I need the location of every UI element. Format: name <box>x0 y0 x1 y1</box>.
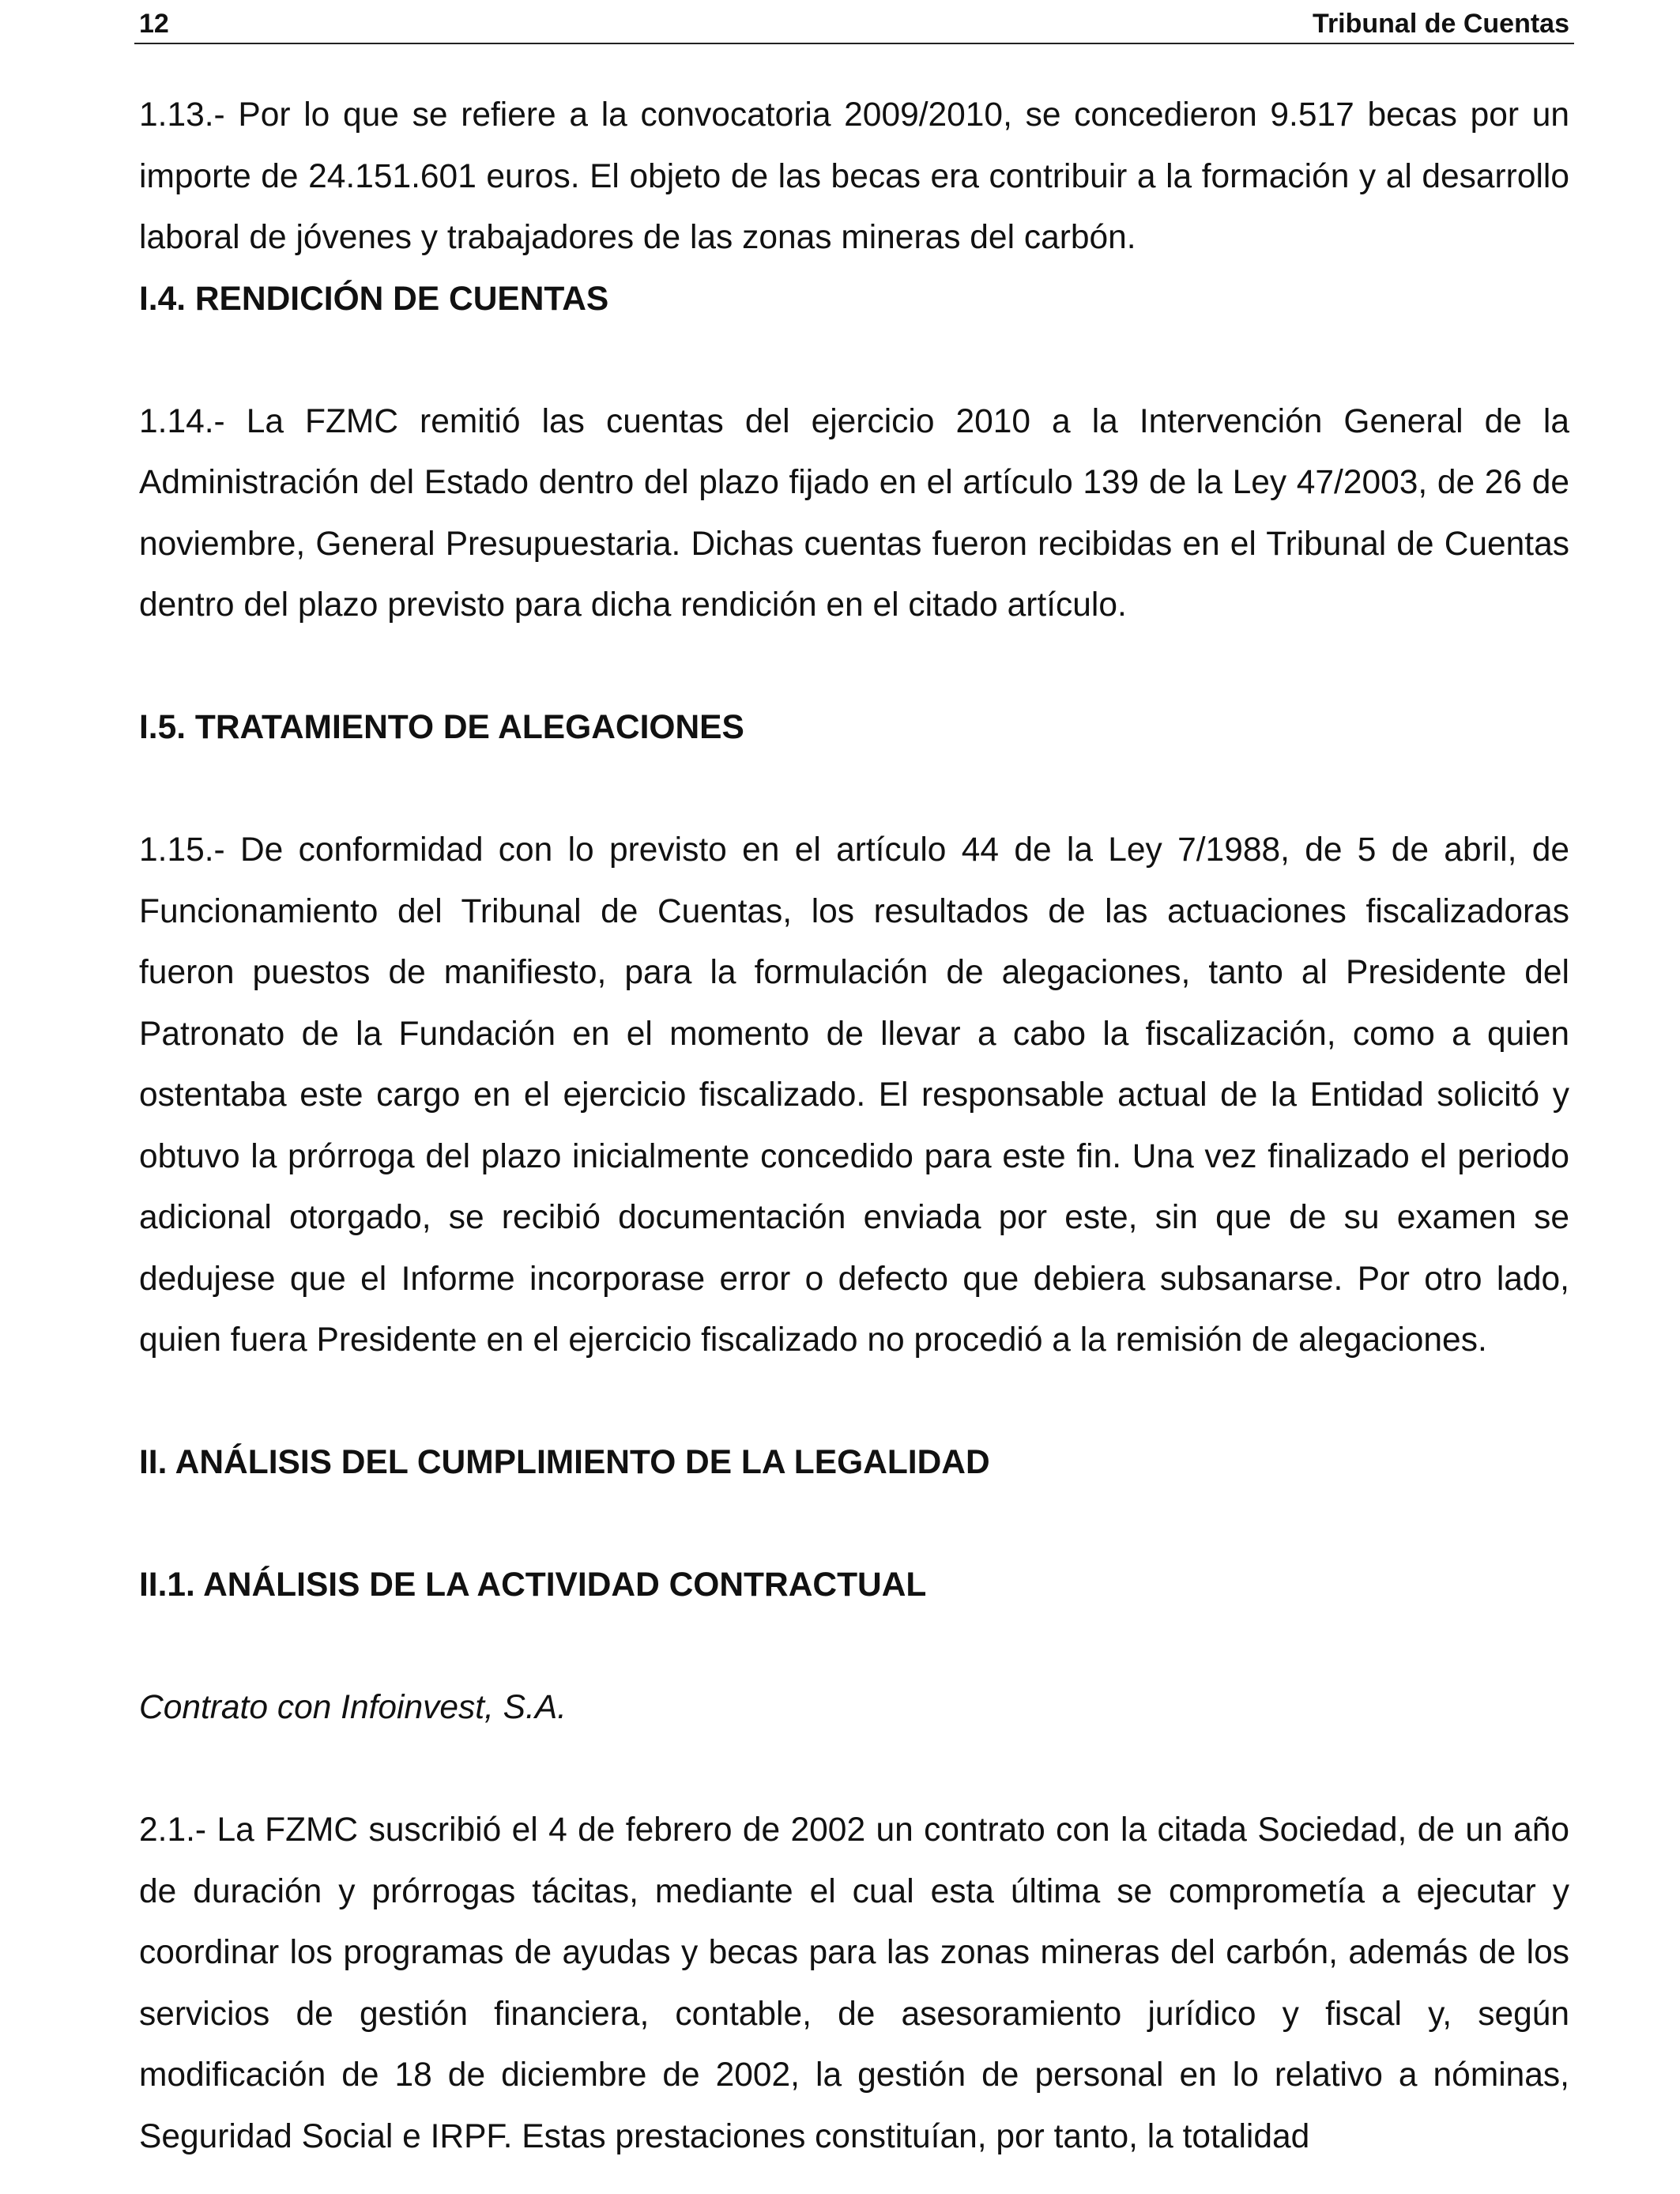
paragraph-1-14: 1.14.- La FZMC remitió las cuentas del ejercicio 2010 a la Intervención General de la Administración del Estado dentro del plazo fijado en el artículo 139 de la Ley 47/2003, de 26 de noviembre, General Presupuestaria. Dichas cuentas fueron recibidas en el Tribunal de Cuentas dentro del plazo previsto para dicha rendición en el citado artículo. <box>139 402 1569 624</box>
subheading-contract: Contrato con Infoinvest, S.A. <box>139 1689 567 1726</box>
section-heading-i4: I.4. RENDICIÓN DE CUENTAS <box>139 280 609 318</box>
paragraph-2-1: 2.1.- La FZMC suscribió el 4 de febrero de 2002 un contrato con la citada Sociedad, de un año de duración y prórrogas tácitas, mediante el cual esta última se comprometía a ejecutar y coordinar los programas de ayudas y becas para las zonas mineras del carbón, además de los servicios de gestión financiera, contable, de asesoramiento jurídico y fiscal y, según modificación de 18 de diciembre de 2002, la gestión de personal en lo relativo a nóminas, Seguridad Social e IRPF. Estas prestaciones constituían, por tanto, la totalidad <box>139 1811 1569 2155</box>
spacer <box>139 759 1569 820</box>
paragraph-1-15: 1.15.- De conformidad con lo previsto en el artículo 44 de la Ley 7/1988, de 5 de abril, de Funcionamiento del Tribunal de Cuentas, los resultados de las actuaciones fiscalizadoras fueron puestos de manifiesto, para la formulación de alegaciones, tanto al Presidente del Patronato de la Fundación en el momento de llevar a cabo la fiscalización, como a quien ostentaba este cargo en el ejercicio fiscalizado. El responsable actual de la Entidad solicitó y obtuvo la prórroga del plazo inicialmente concedido para este fin. Una vez finalizado el periodo adicional otorgado, se recibió documentación enviada por este, sin que de su examen se dedujese que el Informe incorporase error o defecto que debiera subsanarse. Por otro lado, quien fuera Presidente en el ejercicio fiscalizado no procedió a la remisión de alegaciones. <box>139 831 1569 1359</box>
spacer <box>139 1371 1569 1433</box>
section-heading-ii1: II.1. ANÁLISIS DE LA ACTIVIDAD CONTRACTUAL <box>139 1566 927 1604</box>
document-body <box>139 85 1569 2167</box>
page-header <box>134 5 1574 44</box>
spacer <box>139 330 1569 391</box>
spacer <box>139 1494 1569 1555</box>
header-title: Tribunal de Cuentas <box>1313 9 1569 39</box>
paragraph-1-13: 1.13.- Por lo que se refiere a la convocatoria 2009/2010, se concedieron 9.517 becas por un importe de 24.151.601 euros. El objeto de las becas era contribuir a la formación y al desarrollo laboral de jóvenes y trabajadores de las zonas mineras del carbón. <box>139 96 1569 256</box>
page-number: 12 <box>139 9 169 39</box>
spacer <box>139 1739 1569 1800</box>
spacer <box>139 1616 1569 1678</box>
section-heading-ii: II. ANÁLISIS DEL CUMPLIMIENTO DE LA LEGALIDAD <box>139 1444 990 1481</box>
spacer <box>139 636 1569 698</box>
section-heading-i5: I.5. TRATAMIENTO DE ALEGACIONES <box>139 709 744 746</box>
